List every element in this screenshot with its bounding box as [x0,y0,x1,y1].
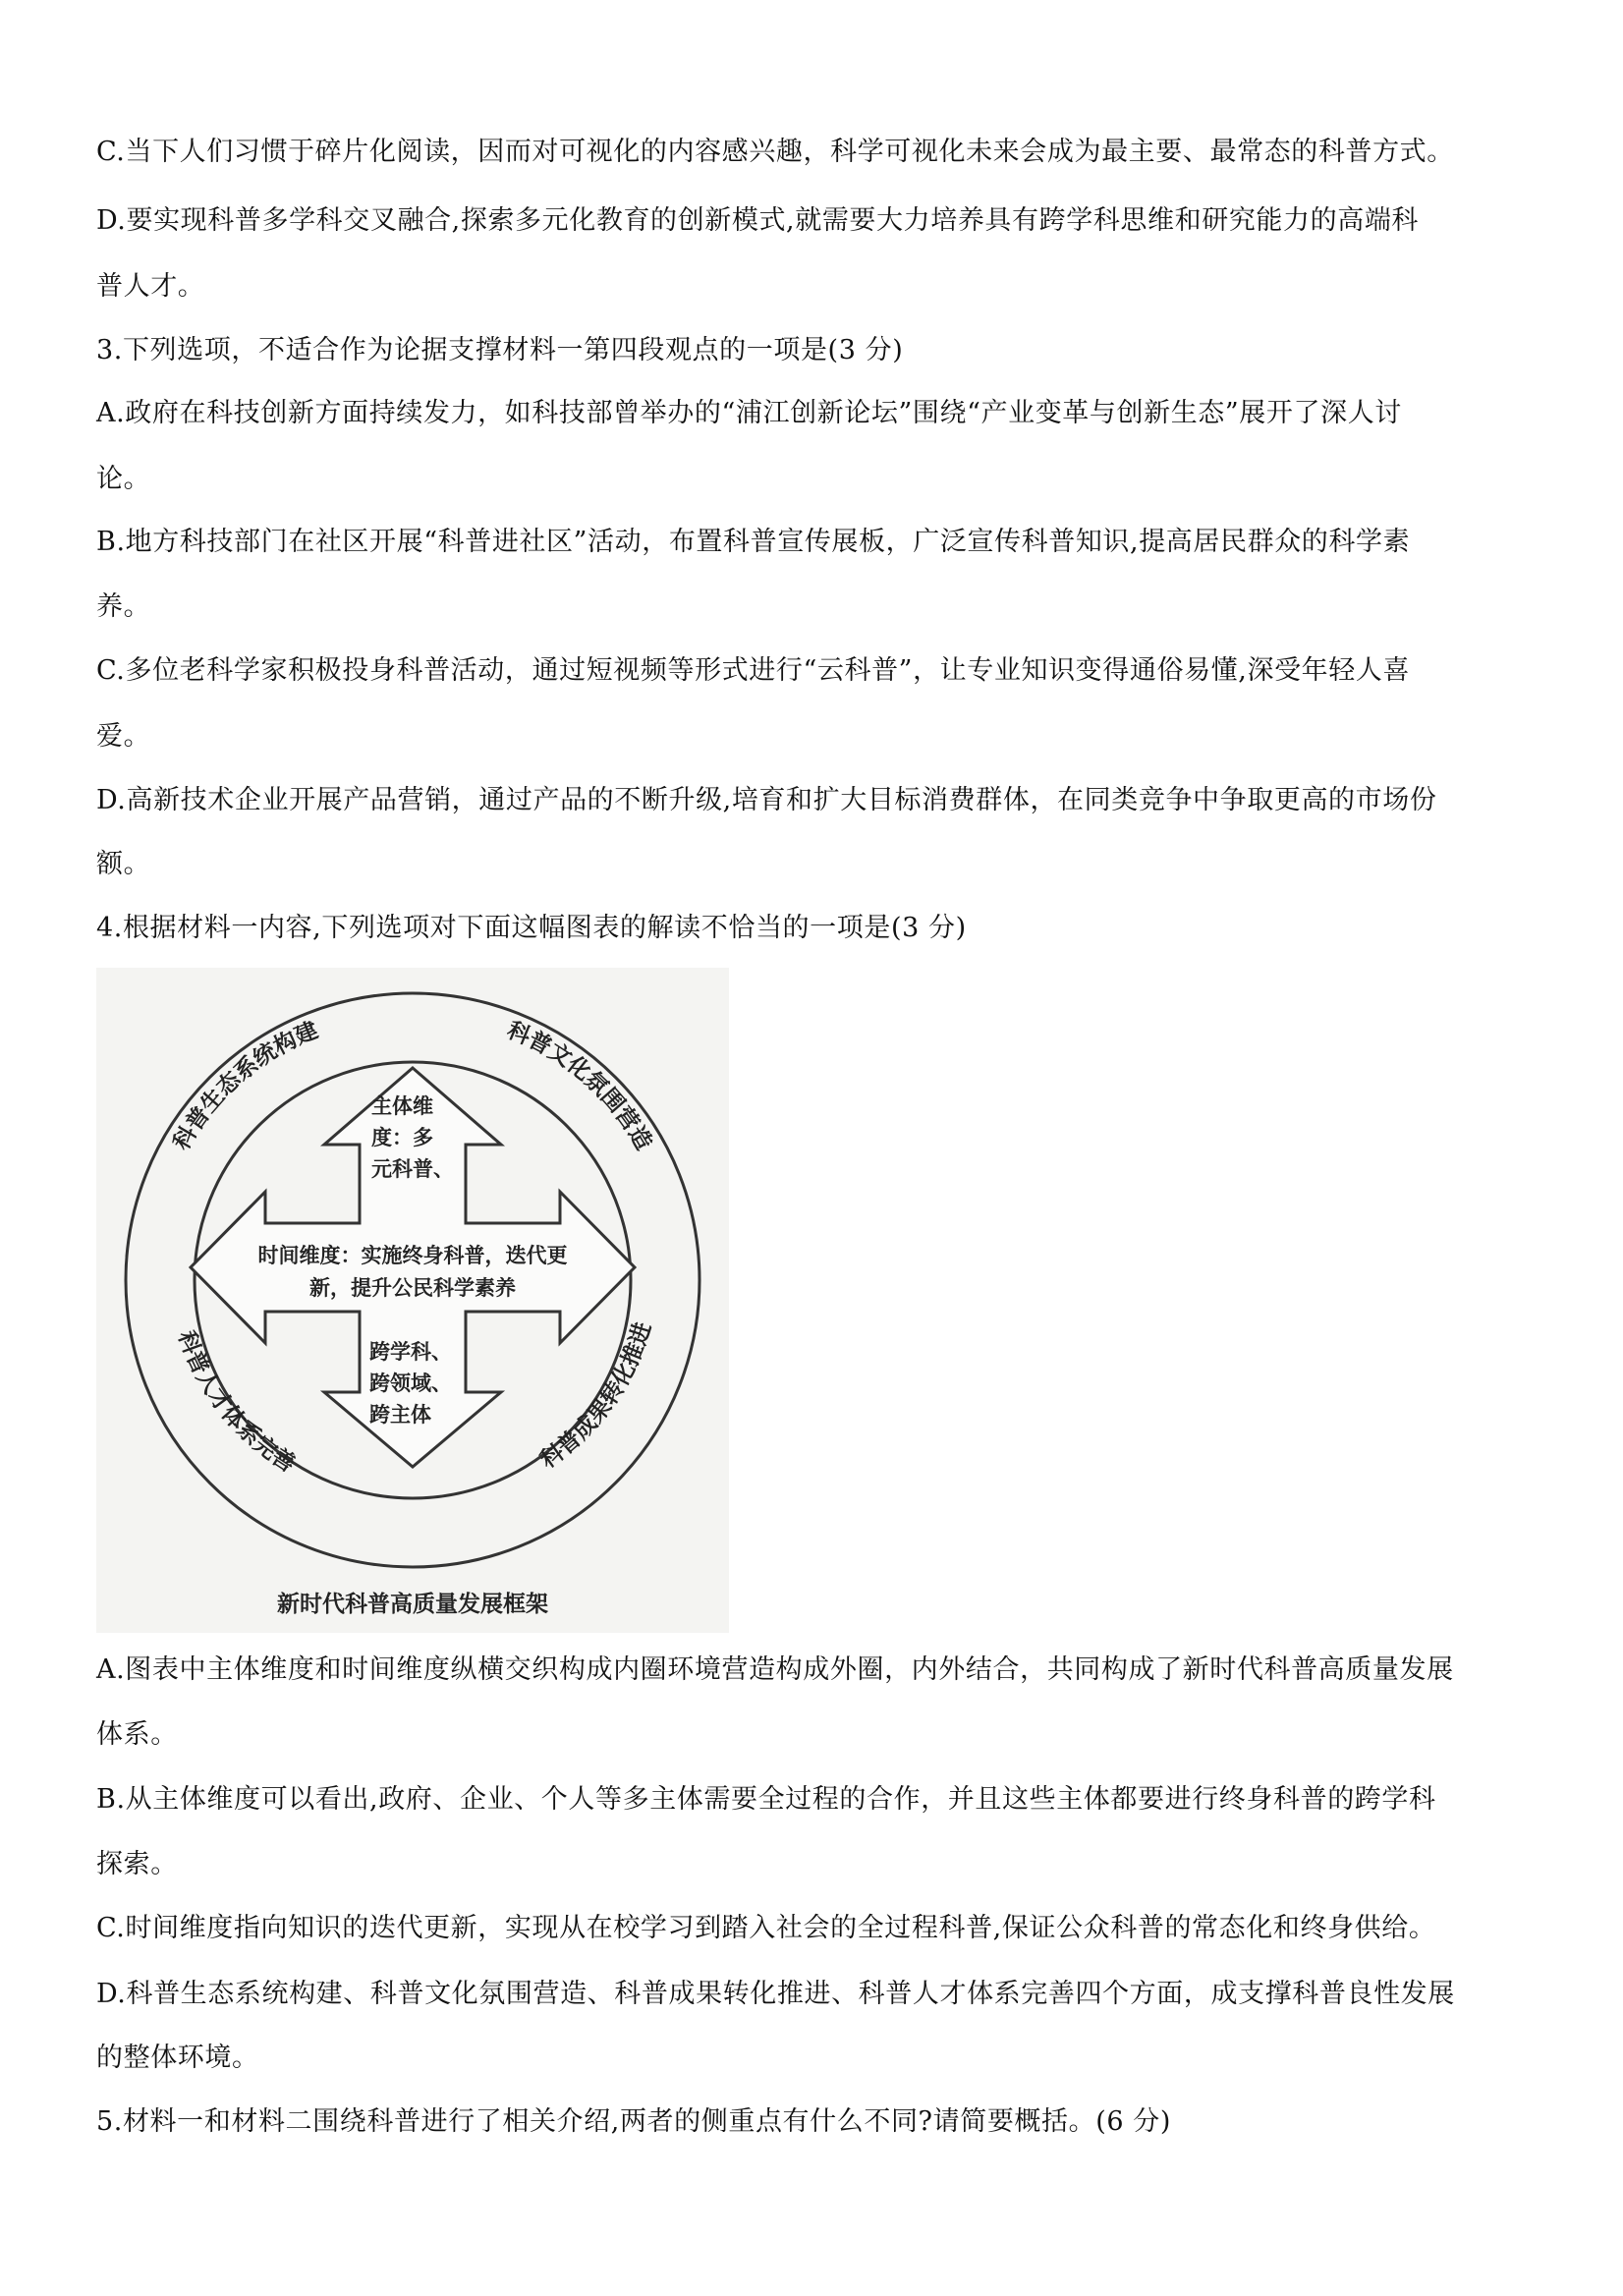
up-arrow-text-1: 主体维 [371,1094,433,1118]
q3-option-b-line2: 养。 [96,591,151,622]
q3-option-c-line1: C.多位老科学家积极投身科普活动，通过短视频等形式进行“云科普”，让专业知识变得通俗易懂,深受年轻人喜 [96,655,1411,686]
q5-stem: 5.材料一和材料二围绕科普进行了相关介绍,两者的侧重点有什么不同?请简要概括。(6 分) [96,2106,1172,2137]
horizontal-arrow-text-2: 新，提升公民科学素养 [309,1276,516,1300]
framework-diagram [96,968,729,1633]
q4-option-a-line1: A.图表中主体维度和时间维度纵横交织构成内圈环境营造构成外圈，内外结合，共同构成了新时代科普高质量发展 [96,1654,1454,1685]
ring-label-bottom-left: 科普人才体系完善 [172,1327,300,1478]
ring-label-top-left: 科普生态系统构建 [168,1017,322,1155]
q3-option-a-line2: 论。 [96,464,151,494]
q3-option-d-line1: D.高新技术企业开展产品营销，通过产品的不断升级,培育和扩大目标消费群体，在同类竞争中争取更高的市场份 [96,785,1437,815]
q2-option-d-line2: 普人才。 [96,271,205,302]
q4-option-b-line2: 探索。 [96,1849,178,1879]
figure-caption: 新时代科普高质量发展框架 [277,1592,548,1617]
q4-option-b-line1: B.从主体维度可以看出,政府、企业、个人等多主体需要全过程的合作，并且这些主体都要进行终身科普的跨学科 [96,1784,1436,1815]
q4-option-c: C.时间维度指向知识的迭代更新，实现从在校学习到踏入社会的全过程科普,保证公众科普的常态化和终身供给。 [96,1913,1436,1943]
down-arrow-text-3: 跨主体 [369,1403,431,1427]
q2-option-c: C.当下人们习惯于碎片化阅读，因而对可视化的内容感兴趣，科学可视化未来会成为最主要、最常态的科普方式。 [96,137,1454,167]
up-arrow-text-3: 元科普、 [371,1157,454,1181]
q3-option-a-line1: A.政府在科技创新方面持续发力，如科技部曾举办的“浦江创新论坛”围绕“产业变革与创新生态”展开了深人讨 [96,398,1402,428]
q4-option-d-line2: 的整体环境。 [96,2043,259,2073]
q4-option-d-line1: D.科普生态系统构建、科普文化氛围营造、科普成果转化推进、科普人才体系完善四个方面，成支撑科普良性发展 [96,1979,1455,2009]
q3-stem: 3.下列选项，不适合作为论据支撑材料一第四段观点的一项是(3 分) [96,335,904,365]
horizontal-arrow-text-1: 时间维度：实施终身科普，迭代更 [257,1244,568,1267]
q3-option-c-line2: 爱。 [96,721,151,752]
ring-label-bottom-right: 科普成果转化推进 [535,1318,657,1474]
down-arrow-text-1: 跨学科、 [369,1340,452,1364]
down-arrow-text-2: 跨领域、 [369,1372,452,1395]
q4-stem: 4.根据材料一内容,下列选项对下面这幅图表的解读不恰当的一项是(3 分) [96,913,967,943]
up-arrow-text-2: 度：多 [371,1126,433,1149]
ring-label-top-right: 科普文化氛围营造 [503,1017,657,1155]
q4-option-a-line2: 体系。 [96,1719,178,1750]
q3-option-b-line1: B.地方科技部门在社区开展“科普进社区”活动，布置科普宣传展板，广泛宣传科普知识,提高居民群众的科学素 [96,527,1411,557]
q2-option-d-line1: D.要实现科普多学科交叉融合,探索多元化教育的创新模式,就需要大力培养具有跨学科思维和研究能力的高端科 [96,205,1420,236]
q3-option-d-line2: 额。 [96,849,151,879]
